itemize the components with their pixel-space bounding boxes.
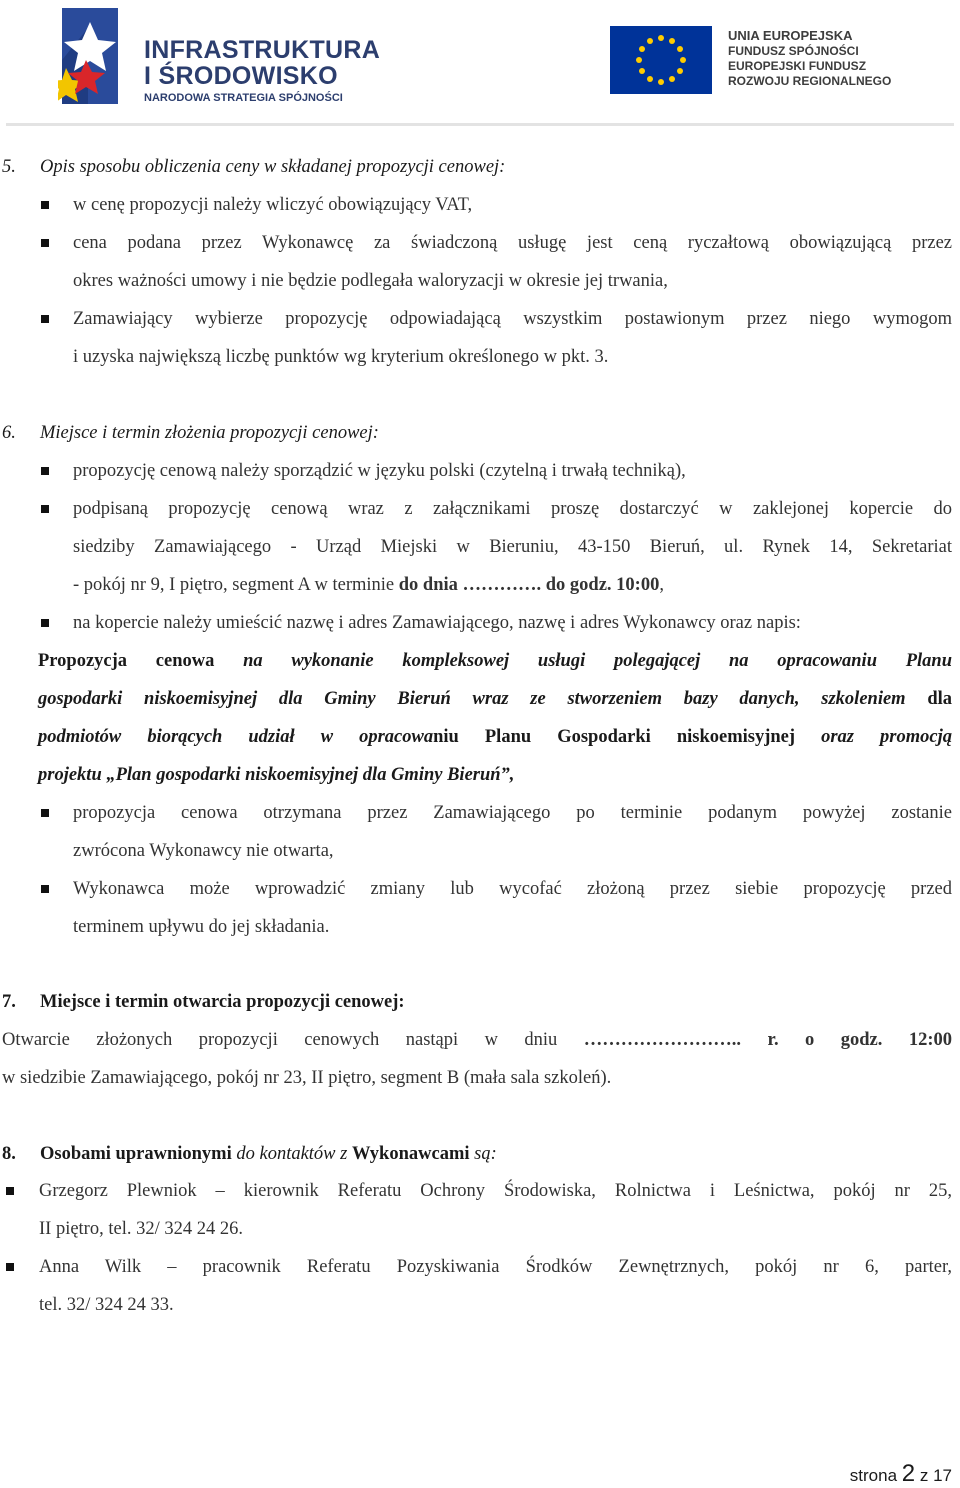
section-6-title: Miejsce i termin złożenia propozycji cenowej: [40,423,379,443]
s8-title-b: do kontaktów z [236,1144,352,1164]
section-7-number: 7. [2,992,16,1012]
s8-title-a: Osobami uprawnionymi [40,1144,237,1164]
logo-tagline: NARODOWA STRATEGIA SPÓJNOŚCI [144,92,343,104]
footer-page-number: 2 [901,1460,916,1487]
footer-separator: z [915,1466,934,1485]
bullet-icon [41,619,49,627]
header-divider [6,123,954,126]
envelope-label-text3a: podmiotów biorących udział w opracowa [38,727,434,747]
footer-prefix: strona [849,1466,902,1485]
section-5-title: Opis sposobu obliczenia ceny w składanej propozycji cenowej: [40,157,506,177]
page-footer [850,1460,952,1488]
eu-logo [610,26,930,106]
logo-name-line1: INFRASTRUKTURA [144,36,381,64]
s8-contact-2-line2: tel. 32/ 324 24 33. [39,1295,174,1315]
section-6-number: 6. [2,423,16,443]
eu-flag-icon [610,26,712,94]
s7-opening-line2: w siedzibie Zamawiającego, pokój nr 23, II piętro, segment B (mała sala szkoleń). [2,1068,612,1088]
s6-bullet-2-line1: podpisaną propozycję cenową wraz z załącznikami proszę dostarczyć w zaklejonej kopercie do [73,499,952,519]
bullet-icon [41,467,49,475]
s7-opening-text: Otwarcie złożonych propozycji cenowych nastąpi w dniu [2,1030,584,1050]
s7-opening-date: …………………….. r. o godz. 12:00 [583,1030,952,1050]
s5-bullet-2-line1: cena podana przez Wykonawcę za świadczoną usługę jest ceną ryczałtową obowiązującą przez [73,233,952,253]
bullet-icon [41,505,49,513]
section-8-number: 8. [2,1144,16,1164]
s5-bullet-2-line2: okres ważności umowy i nie będzie podlegała waloryzacji w okresie jej trwania, [73,271,668,291]
eu-text-block [728,28,891,89]
infrastruktura-logo [58,8,381,108]
envelope-label-line2 [38,680,952,718]
s6-bullet-5-line2: terminem upływu do jej składania. [73,917,330,937]
envelope-label-line1 [38,642,952,680]
s8-title-c: Wykonawcami [351,1144,475,1164]
envelope-label-text2: gospodarki niskoemisyjnej dla Gminy Bieruń wraz ze stworzeniem bazy danych, szkoleniem [38,689,928,709]
eu-line1: UNIA EUROPEJSKA [728,28,853,43]
infrastruktura-emblem-icon [58,8,138,106]
bullet-icon [41,809,49,817]
s6-bullet-4-line2: zwrócona Wykonawcy nie otwarta, [73,841,334,861]
s6-bullet-2-line2: siedziby Zamawiającego - Urząd Miejski w Bieruniu, 43-150 Bieruń, ul. Rynek 14, Sekretariat [73,537,952,557]
s5-bullet-3-line1: Zamawiający wybierze propozycję odpowiadającą wszystkim postawionym przez niego wymogom [73,309,952,329]
s6-bullet-5-line1: Wykonawca może wprowadzić zmiany lub wycofać złożoną przez siebie propozycję przed [73,879,952,899]
s8-contact-1-line2: II piętro, tel. 32/ 324 24 26. [39,1219,243,1239]
s6-bullet-4-line1: propozycja cenowa otrzymana przez Zamawiającego po terminie podanym powyżej zostanie [73,803,952,823]
envelope-label-line3 [38,718,952,756]
envelope-label-title: Propozycja cenowa [38,651,215,671]
s6-deadline-prefix: - pokój nr 9, I piętro, segment A w terminie [73,575,399,595]
envelope-label-text1: na wykonanie kompleksowej usługi polegającej na opracowaniu Planu [214,651,952,671]
s5-bullet-3-line2: i uzyska największą liczbę punktów wg kryterium określonego w pkt. 3. [73,347,609,367]
bullet-icon [41,201,49,209]
envelope-label-text3b: niu Planu Gospodarki niskoemisyjnej [433,727,822,747]
bullet-icon [41,885,49,893]
bullet-icon [41,239,49,247]
s6-bullet-2-line3 [73,566,664,604]
eu-line3: EUROPEJSKI FUNDUSZ [728,59,867,73]
s6-bullet-3: na kopercie należy umieścić nazwę i adres Zamawiającego, nazwę i adres Wykonawcy oraz napis: [73,613,801,633]
footer-total-pages: 17 [933,1466,952,1485]
s6-deadline-date: do dnia …………. do godz. 10:00 [398,575,660,595]
envelope-label-line4: projektu „Plan gospodarki niskoemisyjnej dla Gminy Bieruń”, [38,765,515,785]
logo-name-line2: I ŚRODOWISKO [144,62,338,90]
s8-contact-2-line1: Anna Wilk – pracownik Referatu Pozyskiwania Środków Zewnętrznych, pokój nr 6, parter, [39,1257,952,1277]
section-7-title: Miejsce i termin otwarcia propozycji cenowej: [40,992,405,1012]
s6-deadline-comma: , [659,575,664,595]
section-8-title [40,1135,497,1173]
s8-contact-1-line1: Grzegorz Plewniok – kierownik Referatu Ochrony Środowiska, Rolnictwa i Leśnictwa, pokój nr 25, [39,1181,952,1201]
eu-line2: FUNDUSZ SPÓJNOŚCI [728,44,859,58]
s7-opening-line1 [2,1021,952,1059]
s6-bullet-1: propozycję cenową należy sporządzić w języku polski (czytelną i trwałą techniką), [73,461,686,481]
s8-title-d: są: [474,1144,497,1164]
section-5-number: 5. [2,157,16,177]
eu-line4: ROZWOJU REGIONALNEGO [728,74,892,88]
bullet-icon [6,1263,14,1271]
bullet-icon [6,1187,14,1195]
s5-bullet-1: w cenę propozycji należy wliczyć obowiązujący VAT, [73,195,473,215]
page-header [0,0,960,120]
envelope-label-text2b: dla [927,689,952,709]
bullet-icon [41,315,49,323]
envelope-label-text3c: oraz promocją [821,727,952,747]
